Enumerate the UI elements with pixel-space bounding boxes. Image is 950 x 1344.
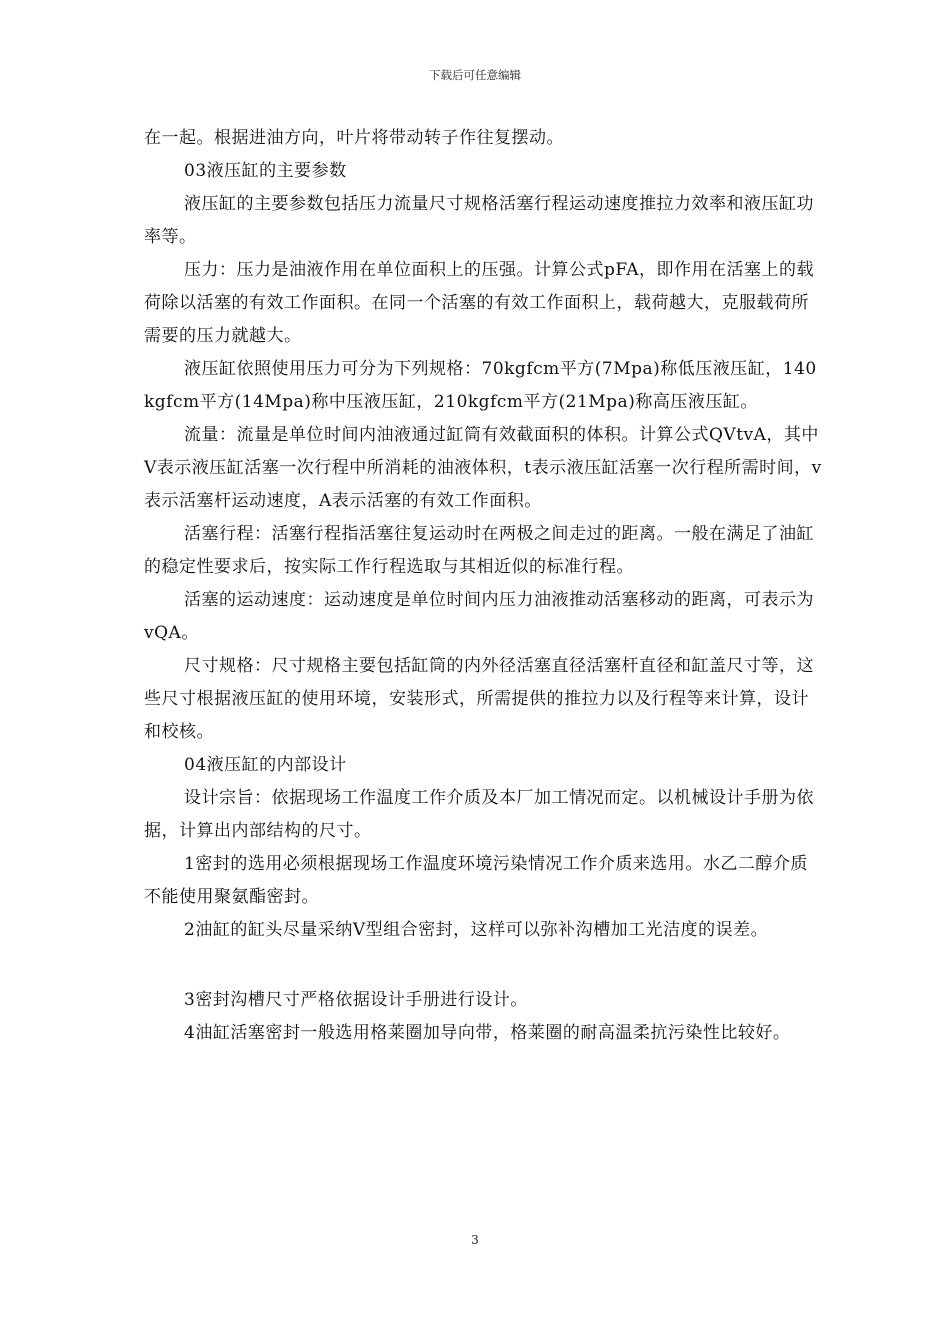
- section-heading-04: 04液压缸的内部设计: [184, 755, 347, 775]
- paragraph-piston-speed: 活塞的运动速度：运动速度是单位时间内压力油液推动活塞移动的距离，可表示为vQA。: [144, 590, 814, 643]
- document-body: [144, 122, 824, 1050]
- paragraph-dimensions: 尺寸规格：尺寸规格主要包括缸筒的内外径活塞直径活塞杆直径和缸盖尺寸等，这些尺寸根据液压缸的使用环境，安装形式，所需提供的推拉力以及行程等来计算，设计和校核。: [144, 656, 814, 742]
- paragraph-piston-stroke: 活塞行程：活塞行程指活塞往复运动时在两极之间走过的距离。一般在满足了油缸的稳定性要求后，按实际工作行程选取与其相近似的标准行程。: [144, 524, 814, 577]
- section-heading-03: 03液压缸的主要参数: [184, 161, 347, 181]
- list-item-1: 1密封的选用必须根据现场工作温度环境污染情况工作介质来选用。水乙二醇介质不能使用聚氨酯密封。: [144, 854, 808, 907]
- paragraph-main-params: 液压缸的主要参数包括压力流量尺寸规格活塞行程运动速度推拉力效率和液压缸功率等。: [144, 194, 814, 247]
- paragraph-flow: 流量：流量是单位时间内油液通过缸筒有效截面积的体积。计算公式QVtvA，其中V表示液压缸活塞一次行程中所消耗的油液体积，t表示液压缸活塞一次行程所需时间，v表示活塞杆运动速度，A表示活塞的有效工作面积。: [144, 425, 822, 511]
- list-item-2: 2油缸的缸头尽量采纳V型组合密封，这样可以弥补沟槽加工光洁度的误差。: [184, 920, 769, 940]
- paragraph-design-principle: 设计宗旨：依据现场工作温度工作介质及本厂加工情况而定。以机械设计手册为依据，计算出内部结构的尺寸。: [144, 788, 814, 841]
- page-header: 下载后可任意编辑: [429, 68, 521, 82]
- paragraph-pressure-grades: 液压缸依照使用压力可分为下列规格：70kgfcm平方(7Mpa)称低压液压缸，140kgfcm平方(14Mpa)称中压液压缸，210kgfcm平方(21Mpa)称高压液压缸。: [144, 359, 817, 412]
- list-item-3: 3密封沟槽尺寸严格依据设计手册进行设计。: [184, 990, 528, 1010]
- paragraph-pressure: 压力：压力是油液作用在单位面积上的压强。计算公式pFA，即作用在活塞上的载荷除以活塞的有效工作面积。在同一个活塞的有效工作面积上，载荷越大，克服载荷所需要的压力就越大。: [144, 260, 814, 346]
- paragraph-continuation: 在一起。根据进油方向，叶片将带动转子作往复摆动。: [144, 128, 564, 148]
- list-item-4: 4油缸活塞密封一般选用格莱圈加导向带，格莱圈的耐高温柔抗污染性比较好。: [184, 1023, 791, 1043]
- page-number: 3: [471, 1233, 479, 1247]
